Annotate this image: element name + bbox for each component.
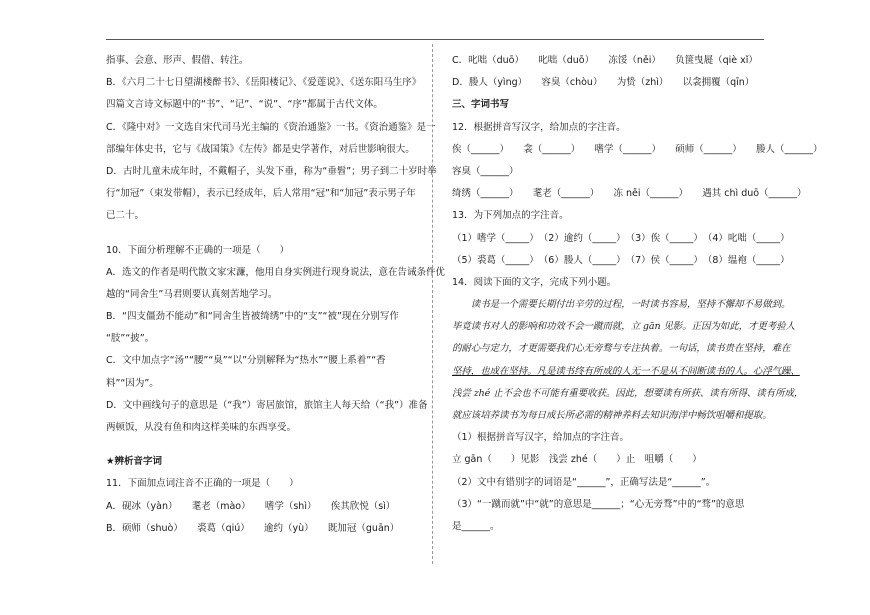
question-11: 11．下面加点词注音不正确的一项是（ ） <box>106 478 299 490</box>
fill-blank-row: 俟（______） 衾（______） 嗜学（______） 硕师（______） 媵人（______） <box>452 143 823 155</box>
text-line: 指事、会意、形声、假借、转注。 <box>106 55 249 66</box>
question-13: 13．为下列加点的字注音。 <box>452 210 569 222</box>
option-c: C．叱咄（duō） 叱咄（duō） 冻馁（něi） 负箧曳屣（qiè xǐ） <box>452 55 758 66</box>
header-rule <box>106 39 764 40</box>
reading-passage: 就应该培养读书为每日成长所必需的精神养料去知识海洋中畅饮咀嚼和提取。 <box>452 410 772 421</box>
question-12: 12．根据拼音写汉字，给加点的字注音。 <box>452 121 626 133</box>
text-line: “肢”“披”。 <box>106 333 155 345</box>
fill-blank-row: 绮绣（______） 耄老（______） 冻 něi（______） 遇其 chì duō（______） <box>452 188 807 200</box>
option-d: D．媵人（yìng） 容臭（chòu） 为贽（zhì） 以衾拥覆（qīn） <box>452 77 755 89</box>
question-10: 10．下面分析理解不正确的一项是（ ） <box>106 244 290 256</box>
question-14: 14．阅读下面的文字，完成下列小题。 <box>452 276 617 288</box>
section-heading: 三、字词书写 <box>452 99 510 111</box>
reading-passage: 的耐心与定力，才更需要我们心无旁骛与专注执着。一句话，读书贵在坚持，难在 <box>452 343 791 355</box>
option-a: A．砚冰（yàn） 耄老（mào） 嗜学（shì） 俟其欣悦（sì） <box>106 500 396 512</box>
text-line: 料”“因为”。 <box>106 377 159 389</box>
right-column <box>452 55 823 543</box>
text-line: 部编年体史书，它与《战国策》《左传》都是史学著作，对后世影响很大。 <box>106 143 415 155</box>
fill-blank-row: （5）裘葛（_____） （6）媵人（_____） （7）侯（_____） （8）缊袍（_____） <box>452 254 790 266</box>
text-line: C．《隆中对》一文选自宋代司马光主编的《资治通鉴》一书。《资治通鉴》是一 <box>106 121 436 133</box>
text-line: B．《六月二十七日望湖楼醉书》、《岳阳楼记》、《爱莲说》、《送东阳马生序》 <box>106 77 422 89</box>
text-line: 已二十。 <box>106 210 145 222</box>
reading-passage: 浅尝 zhé 止不会也不可能有重要收获。因此，想要读有所获、读有所得、读有所成， <box>452 387 804 399</box>
option-a: A．选文的作者是明代散文家宋濂，他用自身实例进行现身说法，意在告诫条件优 <box>106 266 445 278</box>
text-line: 越的“同舍生”马君则要认真刻苦地学习。 <box>106 288 278 300</box>
section-heading: ★辨析音字词 <box>106 456 163 468</box>
text-line: 四篇文言诗文标题中的“书”、“记”、“说”、“序”都属于古代文体。 <box>106 99 383 111</box>
text-line: 行“加冠”（束发带帽），表示已经成年，后人常用“冠”和“加冠”表示男子年 <box>106 188 416 200</box>
reading-passage: 坚持，也成在坚持。凡是读书终有所成的人无一不是从不间断读书的人。心浮气躁、 <box>452 365 800 377</box>
sub-question-2: （2）文中有错别字的词语是“______”，正确写法是“______”。 <box>452 476 716 488</box>
left-column <box>106 55 445 545</box>
fill-blank-row: （1）嗜学（_____） （2）逾约（_____） （3）俟（_____） （4）叱咄（_____） <box>452 232 790 244</box>
text-line: D．古时儿童未成年时，不戴帽子，头发下垂，称为“垂髫”；男子到二十岁时举 <box>106 165 437 177</box>
option-d: D．文中画线句子的意思是（“我”）寄居旅馆，旅馆主人每天给（“我”）准备 <box>106 399 428 411</box>
spacer <box>106 444 422 456</box>
text-line: 两顿饭，从没有鱼和肉这样美味的东西享受。 <box>106 422 297 433</box>
sub-question-3: （3）“一蹴而就”中“就”的意思是______；“心无旁骛”中的“骛”的意思 <box>452 498 745 510</box>
reading-passage: 毕竟读书对人的影响和功效不会一蹴而就，立 gān 见影。正因为如此，才更考验人 <box>452 321 796 333</box>
fill-blank-row: 立 gān（ ）见影 浅尝 zhé（ ）止 咀嚼（ ） <box>452 454 702 466</box>
sub-question-1: （1）根据拼音写汉字，给加点的字注音。 <box>452 432 630 444</box>
spacer <box>106 233 422 245</box>
text-line: 是______。 <box>452 520 500 532</box>
fill-blank-row: 容臭（______） <box>452 165 519 177</box>
option-b: B．硕师（shuò） 裘葛（qiú） 逾约（yù） 既加冠（guān） <box>106 522 400 534</box>
option-c: C．文中加点字“汤”“腰”“臭”“以”分别解释为“热水”“腰上系着”“香 <box>106 355 386 367</box>
option-b: B．“四支僵劲不能动”和“同舍生皆被绮绣”中的“支”“被”现在分别写作 <box>106 311 399 323</box>
reading-passage: 读书是一个需要长期付出辛劳的过程，一时读书容易，坚持不懈却不易做到。 <box>452 299 791 311</box>
